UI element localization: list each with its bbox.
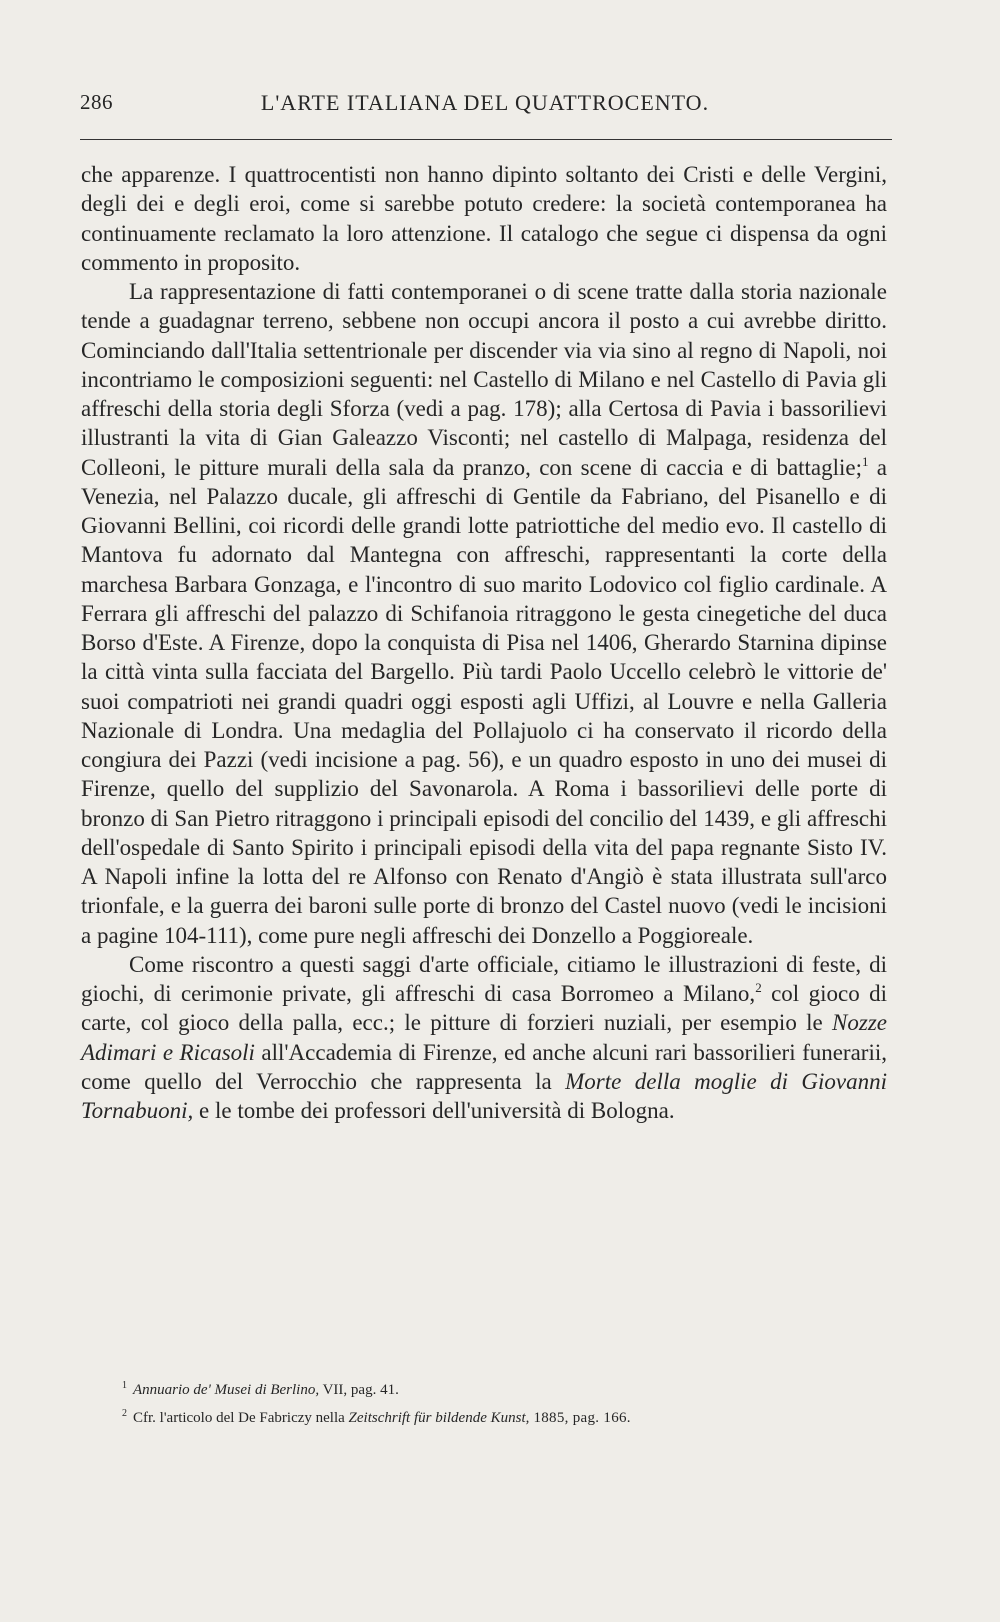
- paragraph-3-text-b: col gioco di carte, col gioco della palla, ecc.; le pitture di forzieri nuziali, per esempio le: [81, 981, 887, 1036]
- body-text: [81, 160, 887, 1125]
- footnote-2-text-a: Cfr. l'articolo del De Fabriczy nella: [133, 1410, 349, 1426]
- paragraph-3-text-a: Come riscontro a questi saggi d'arte officiale, citiamo le illustrazioni di feste, di giochi, di cerimonie private, gli affreschi di casa Borromeo a Milano,: [81, 951, 887, 1006]
- footnote-1: [122, 1374, 892, 1402]
- footnote-2-mark: 2: [122, 1408, 127, 1419]
- footnote-1-title: Annuario de' Musei di Berlino,: [133, 1382, 320, 1398]
- paragraph-1: [81, 160, 887, 277]
- paragraph-3: [81, 950, 887, 1126]
- paragraph-1-text: che apparenze. I quattrocentisti non hanno dipinto soltanto dei Cristi e delle Vergini, degli dei e degli eroi, come si sarebbe potuto credere: la società contemporanea ha continuamente reclamato la loro attenzione. Il catalogo che segue ci dispensa da ogni commento in proposito.: [81, 162, 887, 275]
- footnote-2: [122, 1402, 892, 1430]
- paragraph-2-text-b: a Venezia, nel Palazzo ducale, gli affreschi di Gentile da Fabriano, del Pisanello e di Giovanni Bellini, coi ricordi delle grandi lotte patriottiche del medio evo. Il castello di Mantova fu adornato dal Mantegna con affreschi, rappresentanti la corte della marchesa Barbara Gonzaga, e l'incontro di suo marito Lodovico col figlio cardinale. A Ferrara gli affreschi del palazzo di Schifanoia ritraggono le gesta cinegetiche del duca Borso d'Este. A Firenze, dopo la conquista di Pisa nel 1406, Gherardo Starnina dipinse la città vinta sulla facciata del Bargello. Più tardi Paolo Uccello celebrò le vittorie de' suoi compatrioti nei grandi quadri oggi esposti agli Uffizi, al Louvre e nella Galleria Nazionale di Londra. Una medaglia del Pollajuolo ci ha conservato il ricordo della congiura dei Pazzi (vedi incisione a pag. 56), e un quadro esposto in uno dei musei di Firenze, quello del supplizio del Savonarola. A Roma i bassorilievi delle porte di bronzo di San Pietro ritraggono i principali episodi del concilio del 1439, e gli affreschi dell'ospedale di Santo Spirito i principali episodi della vita del papa regnante Sisto IV. A Napoli infine la lotta del re Alfonso con Renato d'Angiò è stata illustrata sull'arco trionfale, e la guerra dei baroni sulle porte di bronzo del Castel nuovo (vedi le incisioni a pagine 104-111), come pure negli affreschi dei Donzello a Poggioreale.: [81, 454, 887, 948]
- footnote-2-text-b: 1885, pag. 166.: [529, 1410, 631, 1426]
- paragraph-2: [81, 277, 887, 950]
- footnote-ref-1[interactable]: 1: [862, 453, 869, 469]
- page-number: 286: [80, 90, 113, 114]
- header-rule: [80, 139, 892, 140]
- footnote-2-title: Zeitschrift für bildende Kunst,: [348, 1410, 530, 1426]
- footnote-ref-2[interactable]: 2: [755, 980, 762, 995]
- italic-title-nozze: Nozze Adimari e Ricasoli: [81, 1010, 887, 1065]
- italic-title-morte: Morte della moglie di Giovanni Tornabuoni,: [81, 1068, 887, 1123]
- footnote-1-text: VII, pag. 41.: [319, 1382, 399, 1398]
- paragraph-2-text-a: La rappresentazione di fatti contemporanei o di scene tratte dalla storia nazionale tende a guadagnar terreno, sebbene non occupi ancora il posto a cui avrebbe diritto. Cominciando dall'Italia settentrionale per discender via via sino al regno di Napoli, noi incontriamo le composizioni seguenti: nel Castello di Milano e nel Castello di Pavia gli affreschi della storia degli Sforza (vedi a pag. 178); alla Certosa di Pavia i bassorilievi illustranti la vita di Gian Galeazzo Visconti; nel castello di Malpaga, residenza del Colleoni, le pitture murali della sala da pranzo, con scene di caccia e di battaglie;: [81, 279, 887, 480]
- paragraph-3-text-d: e le tombe dei professori dell'università di Bologna.: [193, 1098, 675, 1123]
- page-header: [80, 90, 890, 122]
- footnotes: [122, 1374, 892, 1430]
- footnote-1-mark: 1: [122, 1380, 127, 1391]
- paragraph-3-text-c: all'Accademia di Firenze, ed anche alcuni rari bassorilieri funerarii, come quello del Verrocchio che rappresenta la: [81, 1039, 887, 1094]
- running-title: L'ARTE ITALIANA DEL QUATTROCENTO.: [260, 90, 710, 115]
